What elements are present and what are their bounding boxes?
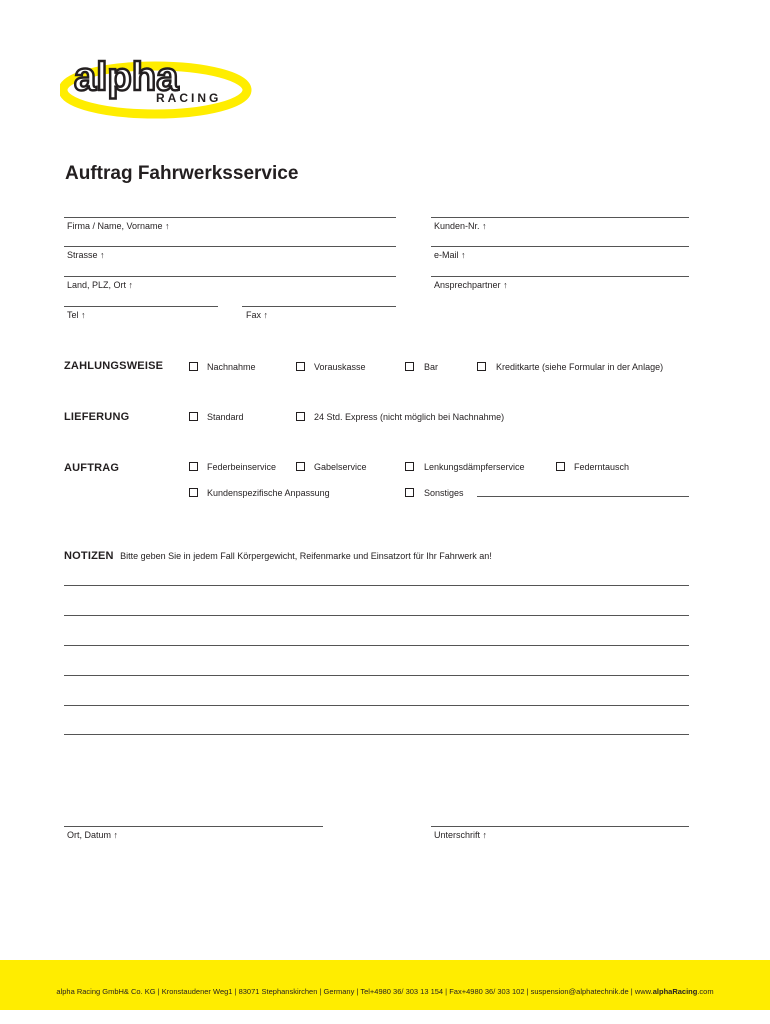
lenkungsdaempferservice-checkbox[interactable] [405, 462, 414, 471]
tel-line[interactable] [64, 306, 218, 307]
gabelservice-label: Gabelservice [314, 462, 367, 472]
kunden-nr-label: Kunden-Nr. ↑ [434, 221, 487, 231]
ort-line[interactable] [64, 276, 396, 277]
email-line[interactable] [431, 246, 689, 247]
firma-line[interactable] [64, 217, 396, 218]
notizen-row [64, 546, 492, 564]
vorauskasse-label: Vorauskasse [314, 362, 366, 372]
nachnahme-label: Nachnahme [207, 362, 256, 372]
notes-line[interactable] [64, 705, 689, 706]
notes-line[interactable] [64, 585, 689, 586]
strasse-line[interactable] [64, 246, 396, 247]
logo-subtext: RACING [156, 91, 222, 105]
strasse-label: Strasse ↑ [67, 250, 105, 260]
gabelservice-checkbox[interactable] [296, 462, 305, 471]
kundenspezifische-anpassung-label: Kundenspezifische Anpassung [207, 488, 330, 498]
ansprechpartner-label: Ansprechpartner ↑ [434, 280, 508, 290]
federntausch-checkbox[interactable] [556, 462, 565, 471]
ansprechpartner-line[interactable] [431, 276, 689, 277]
notes-line[interactable] [64, 615, 689, 616]
standard-checkbox[interactable] [189, 412, 198, 421]
footer-bar [0, 960, 770, 1010]
notizen-heading: NOTIZEN [64, 550, 114, 562]
federbeinservice-checkbox[interactable] [189, 462, 198, 471]
firma-label: Firma / Name, Vorname ↑ [67, 221, 170, 231]
ort-datum-label: Ort, Datum ↑ [67, 830, 119, 840]
sonstiges-checkbox[interactable] [405, 488, 414, 497]
express-checkbox[interactable] [296, 412, 305, 421]
ort-datum-line[interactable] [64, 826, 323, 827]
federntausch-label: Federntausch [574, 462, 630, 472]
lieferung-heading: LIEFERUNG [64, 411, 130, 423]
express-label: 24 Std. Express (nicht möglich bei Nachnahme) [314, 412, 505, 422]
standard-label: Standard [207, 412, 244, 422]
zahlungsweise-heading: ZAHLUNGSWEISE [64, 360, 164, 372]
vorauskasse-checkbox[interactable] [296, 362, 305, 371]
kreditkarte-label: Kreditkarte (siehe Formular in der Anlage) [496, 362, 664, 372]
unterschrift-line[interactable] [431, 826, 689, 827]
nachnahme-checkbox[interactable] [189, 362, 198, 371]
logo-wordmark: alpha [74, 55, 179, 99]
page-title: Auftrag Fahrwerksservice [65, 163, 299, 184]
notes-line[interactable] [64, 675, 689, 676]
notizen-text: Bitte geben Sie in jedem Fall Körpergewicht, Reifenmarke und Einsatzort für Ihr Fahrwerk an! [120, 551, 492, 561]
notes-line[interactable] [64, 645, 689, 646]
kreditkarte-checkbox[interactable] [477, 362, 486, 371]
lenkungsdaempferservice-label: Lenkungsdämpferservice [424, 462, 525, 472]
federbeinservice-label: Federbeinservice [207, 462, 277, 472]
sonstiges-line[interactable] [477, 496, 689, 497]
email-label: e-Mail ↑ [434, 250, 466, 260]
unterschrift-label: Unterschrift ↑ [434, 830, 488, 840]
company-logo [60, 52, 260, 122]
kundenspezifische-anpassung-checkbox[interactable] [189, 488, 198, 497]
bar-checkbox[interactable] [405, 362, 414, 371]
footer-address: alpha Racing GmbH& Co. KG | Kronstaudener Weg1 | 83071 Stephanskirchen | Germany | Tel+4980 36/ 303 13 154 | Fax+4980 36/ 303 102 | suspension@alphatechnik.de | www.alphaRacing.com [56, 987, 714, 996]
kunden-nr-line[interactable] [431, 217, 689, 218]
fax-label: Fax ↑ [246, 310, 269, 320]
sonstiges-label: Sonstiges [424, 488, 464, 498]
notes-line[interactable] [64, 734, 689, 735]
fax-line[interactable] [242, 306, 396, 307]
ort-label: Land, PLZ, Ort ↑ [67, 280, 134, 290]
tel-label: Tel ↑ [67, 310, 86, 320]
auftrag-heading: AUFTRAG [64, 462, 120, 474]
bar-label: Bar [424, 362, 439, 372]
